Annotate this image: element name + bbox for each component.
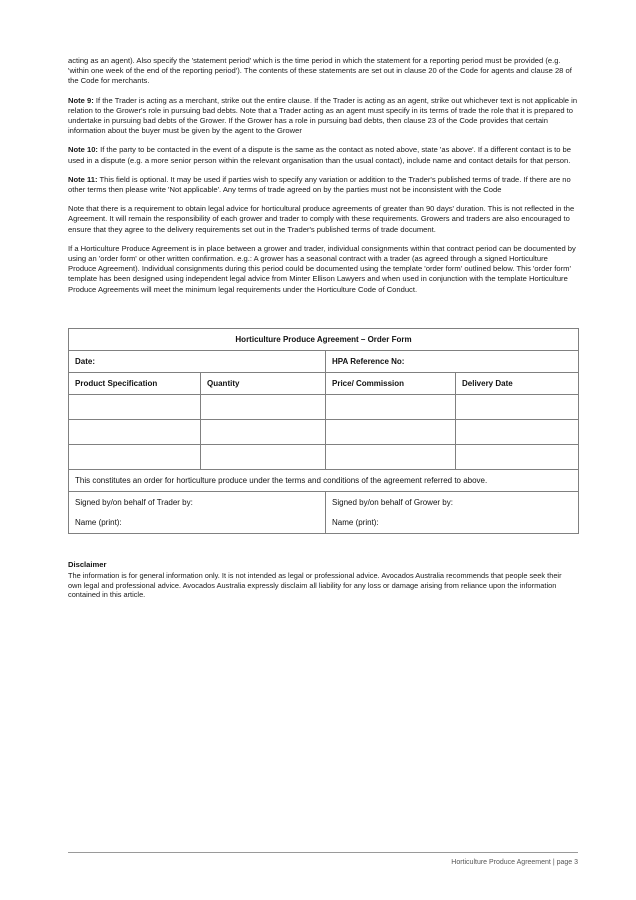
column-header-price-commission: Price/ Commission (326, 372, 456, 394)
table-row (69, 394, 579, 419)
order-form-title: Horticulture Produce Agreement – Order Form (69, 328, 579, 350)
column-header-quantity: Quantity (201, 372, 326, 394)
cell-quantity[interactable] (201, 444, 326, 469)
disclaimer-section (68, 560, 568, 600)
column-header-delivery-date: Delivery Date (456, 372, 579, 394)
cell-delivery-date[interactable] (456, 394, 579, 419)
order-form-meta-row (69, 350, 579, 372)
note-label: Note 11: (68, 174, 98, 184)
table-row (69, 419, 579, 444)
cell-product-specification[interactable] (69, 394, 201, 419)
signature-block-trader (69, 491, 326, 533)
order-form-statement-row (69, 469, 579, 491)
paragraph-text: This field is optional. It may be used if parties wish to specify any variation or addition to the Trader's published terms of trade. If there are no other terms then please write 'Not applicable'. Any terms of trade agreed on by the parties must not be inconsistent with the Code (68, 174, 571, 195)
document-body (68, 56, 578, 600)
paragraph-text: acting as an agent). Also specify the 'statement period' which is the time period in which the statement for a reporting period must be provided (e.g. 'within one week of the end of the reporting period'). The contents of these statements are set out in clause 20 of the Code for agents and clause 28 of the Code for merchants. (68, 56, 572, 86)
signature-block-grower (326, 491, 579, 533)
paragraph-note-9 (68, 96, 578, 137)
paragraph-agent-statement-period (68, 56, 578, 87)
paragraph-text: Note that there is a requirement to obtain legal advice for horticultural produce agreements of greater than 90 days' duration. This is not reflected in the Agreement. It will remain the responsibility of each grower and trader to comply with these requirements. Growers and traders are also encouraged to ensure that they agree to the delivery requirements set out in the Trader's published terms of trade document. (68, 204, 575, 234)
table-row (69, 444, 579, 469)
grower-signed-label: Signed by/on behalf of Grower by: (332, 497, 453, 507)
note-label: Note 9: (68, 95, 94, 105)
cell-quantity[interactable] (201, 394, 326, 419)
cell-delivery-date[interactable] (456, 444, 579, 469)
date-label: Date: (69, 350, 326, 372)
cell-delivery-date[interactable] (456, 419, 579, 444)
trader-signed-label: Signed by/on behalf of Trader by: (75, 497, 193, 507)
paragraph-note-10 (68, 145, 578, 165)
footer-text: Horticulture Produce Agreement | page 3 (451, 859, 578, 866)
paragraph-order-form-usage (68, 244, 578, 295)
order-form-column-header-row (69, 372, 579, 394)
cell-price-commission[interactable] (326, 394, 456, 419)
cell-product-specification[interactable] (69, 419, 201, 444)
cell-product-specification[interactable] (69, 444, 201, 469)
page-footer (68, 852, 578, 867)
note-label: Note 10: (68, 145, 98, 155)
cell-price-commission[interactable] (326, 419, 456, 444)
cell-quantity[interactable] (201, 419, 326, 444)
order-form-signature-row (69, 491, 579, 533)
disclaimer-body: The information is for general information only. It is not intended as legal or professional advice. Avocados Australia recommends that people seek their own legal and professional advice. Avocados Australia expressly disclaim all liability for any loss or damage arising from reliance upon the information contained in this article. (68, 570, 562, 600)
paragraph-text: If a Horticulture Produce Agreement is in place between a grower and trader, individual consignments within that contract period can be documented by using an 'order form' or other written confirmation. e.g.: A grower has a seasonal contract with a trader (as agreed through a signed Horticulture Produce Agreement). Individual consignments during this period could be documented using the template 'order form' outlined below. This 'order form' template has been designed using independent legal advice from Minter Ellison Lawyers and when used in conjunction with the template Horticulture Produce Agreements will meet the minimum legal requirements under the Horticulture Code of Conduct. (68, 243, 576, 294)
table-spacer (68, 304, 578, 328)
footer-divider (68, 852, 578, 853)
grower-name-label: Name (print): (332, 517, 379, 527)
paragraph-note-11 (68, 175, 578, 195)
order-form-title-row (69, 328, 579, 350)
order-form-table (68, 328, 579, 534)
trader-name-label: Name (print): (75, 517, 122, 527)
hpa-reference-label: HPA Reference No: (326, 350, 579, 372)
column-header-product-specification: Product Specification (69, 372, 201, 394)
paragraph-text: If the party to be contacted in the event of a dispute is the same as the contact as noted above, state 'as above'. If a different contact is to be used in a dispute (e.g. a more senior person within the relevant organisation than the usual contact), include name and contact details for that person. (68, 145, 571, 165)
paragraph-legal-advice-90-days (68, 204, 578, 235)
paragraph-text: If the Trader is acting as a merchant, strike out the entire clause. If the Trader is acting as an agent, strike out whichever text is not applicable in relation to the Grower's role in pursuing bad debts. Note that a Trader acting as an agent must specify in its terms of trade the role that it is prepared to undertake in pursuing bad debts of the Grower. If the Grower has a role in pursuing bad debts, then clause 23 of the Code provides that certain information about the buyer must be given by the agent to the Grower (68, 95, 578, 136)
disclaimer-title: Disclaimer (68, 559, 107, 569)
order-statement-text: This constitutes an order for horticulture produce under the terms and conditions of the agreement referred to above. (69, 469, 579, 491)
cell-price-commission[interactable] (326, 444, 456, 469)
